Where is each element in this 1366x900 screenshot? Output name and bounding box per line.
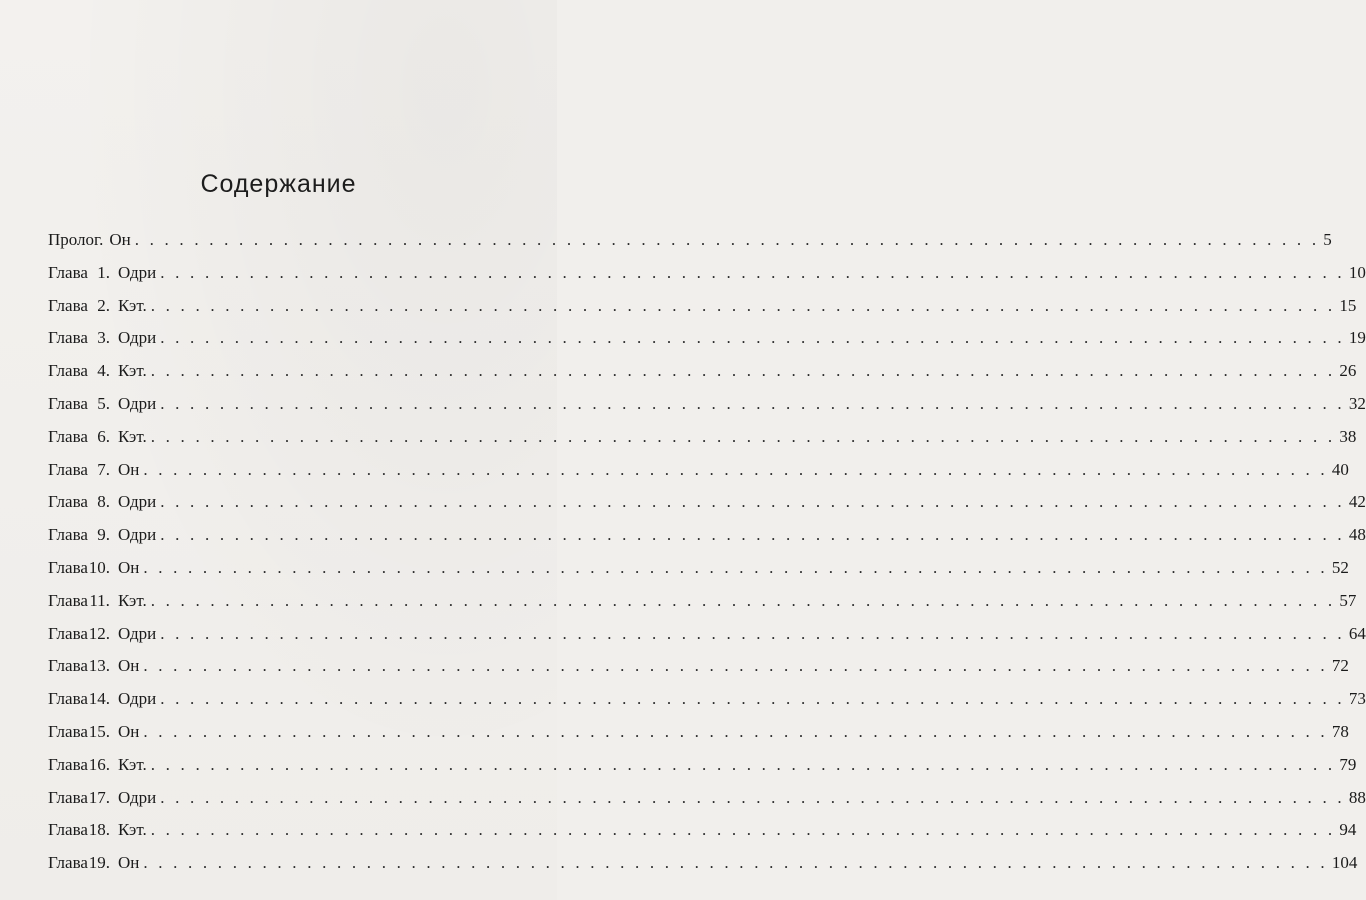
toc-entry: [48, 426, 1357, 460]
toc-entry-prefix: Глава: [48, 557, 88, 577]
toc-dot-leader: . . . . . . . . . . . . . . . . . . . . . . . . . . . . . . . . . . . . . . . . . . . . . . . . . . . . . . . . . . . . . . . . . . . . . . . . . . . . . . . .: [160, 393, 1345, 413]
toc-entry-title: Кэт.: [117, 820, 147, 840]
toc-entry-prefix: Глава: [48, 492, 88, 512]
toc-entry-label: [48, 820, 147, 840]
toc-entry-label: [48, 591, 147, 611]
toc-entry-label: [48, 525, 156, 545]
toc-entry-label: [48, 296, 147, 316]
toc-entry-chapter-number: 11.: [89, 590, 110, 610]
toc-entry-label: [48, 755, 147, 775]
toc-entry: [48, 721, 1349, 755]
toc-entry: [48, 262, 1366, 296]
toc-entry-chapter-number: 8.: [97, 492, 110, 512]
toc-entry-page-number: 19: [1348, 328, 1366, 348]
toc-dot-leader: . . . . . . . . . . . . . . . . . . . . . . . . . . . . . . . . . . . . . . . . . . . . . . . . . . . . . . . . . . . . . . . . . . . . . . . . . . . . . . . .: [150, 426, 1336, 446]
toc-dot-leader: . . . . . . . . . . . . . . . . . . . . . . . . . . . . . . . . . . . . . . . . . . . . . . . . . . . . . . . . . . . . . . . . . . . . . . . . . . . . . . . .: [150, 590, 1336, 610]
toc-entry-prefix: Глава: [48, 361, 88, 381]
toc-dot-leader: . . . . . . . . . . . . . . . . . . . . . . . . . . . . . . . . . . . . . . . . . . . . . . . . . . . . . . . . . . . . . . . . . . . . . . . . . . . . . . . .: [160, 689, 1345, 709]
toc-dot-leader: . . . . . . . . . . . . . . . . . . . . . . . . . . . . . . . . . . . . . . . . . . . . . . . . . . . . . . . . . . . . . . . . . . . . . . . . . . . . . . . .: [143, 459, 1328, 479]
toc-entry-page-number: 48: [1348, 525, 1366, 545]
toc-entry-prefix: Пролог.: [48, 230, 104, 249]
toc-entry-page-number: 73: [1348, 689, 1366, 709]
toc-entry-title: Кэт.: [117, 754, 147, 774]
toc-entry-title: Кэт.: [117, 295, 147, 315]
toc-entry-title: Он: [117, 853, 140, 873]
toc-entry-prefix: Глава: [48, 393, 88, 413]
toc-entry-page-number: 104: [1331, 853, 1358, 873]
toc-entry-label: [48, 689, 156, 709]
toc-entry-prefix: Глава: [48, 853, 88, 873]
toc-entry: [48, 557, 1349, 591]
toc-dot-leader: . . . . . . . . . . . . . . . . . . . . . . . . . . . . . . . . . . . . . . . . . . . . . . . . . . . . . . . . . . . . . . . . . . . . . . . . . . . . . . . .: [160, 623, 1345, 643]
table-of-contents: [48, 230, 1366, 886]
toc-entry: [48, 787, 1366, 821]
toc-entry-label: [48, 853, 139, 873]
toc-entry-page-number: 64: [1348, 623, 1366, 643]
toc-entry-page-number: 5: [1323, 230, 1332, 249]
toc-dot-leader: . . . . . . . . . . . . . . . . . . . . . . . . . . . . . . . . . . . . . . . . . . . . . . . . . . . . . . . . . . . . . . . . . . . . . . . . . . . . . . . .: [160, 525, 1345, 545]
toc-entry-title: Кэт.: [117, 426, 147, 446]
toc-entry: [48, 230, 1332, 263]
toc-entry-chapter-number: 19.: [88, 853, 110, 873]
toc-entry-label: [48, 394, 156, 414]
toc-entry-label: [48, 230, 131, 250]
toc-entry-title: Одри: [117, 689, 157, 709]
toc-entry: [48, 623, 1366, 657]
toc-entry-title: Одри: [117, 393, 157, 413]
toc-entry-title: Одри: [117, 262, 157, 282]
toc-entry-title: Кэт.: [117, 590, 147, 610]
toc-entry: [48, 492, 1366, 525]
toc-entry-chapter-number: 14.: [88, 689, 110, 709]
toc-entry-label: [48, 328, 156, 348]
toc-entry-chapter-number: 10.: [88, 557, 110, 577]
page-title: Содержание: [200, 170, 357, 198]
toc-entry-chapter-number: 12.: [88, 623, 110, 643]
toc-entry-page-number: 79: [1339, 754, 1357, 774]
toc-entry-prefix: Глава: [48, 262, 88, 282]
toc-entry-chapter-number: 3.: [97, 328, 110, 348]
toc-entry-page-number: 15: [1339, 295, 1357, 315]
toc-entry: [48, 361, 1357, 394]
toc-entry-prefix: Глава: [48, 754, 88, 774]
toc-entry-title: Он: [117, 557, 140, 577]
toc-entry-page-number: 42: [1348, 492, 1366, 512]
toc-entry: [48, 393, 1366, 427]
toc-dot-leader: . . . . . . . . . . . . . . . . . . . . . . . . . . . . . . . . . . . . . . . . . . . . . . . . . . . . . . . . . . . . . . . . . . . . . . . . . . . . . . . .: [143, 853, 1328, 873]
toc-entry-chapter-number: 16.: [88, 754, 110, 774]
toc-entry-prefix: Глава: [48, 328, 88, 348]
toc-entry-chapter-number: 1.: [97, 262, 110, 282]
toc-entry-prefix: Глава: [48, 525, 88, 545]
toc-entry-page-number: 52: [1331, 557, 1349, 577]
toc-entry-prefix: Глава: [48, 689, 88, 709]
toc-entry-chapter-number: 13.: [88, 656, 110, 676]
toc-entry-label: [48, 263, 156, 283]
toc-entry-label: [48, 656, 139, 676]
toc-entry-prefix: Глава: [48, 721, 88, 741]
toc-entry-title: Одри: [117, 328, 157, 348]
toc-entry-chapter-number: 9.: [97, 525, 110, 545]
toc-entry: [48, 820, 1357, 853]
toc-entry-chapter-number: 6.: [97, 426, 110, 446]
toc-entry-title: Он: [117, 656, 140, 676]
toc-entry-page-number: 57: [1339, 590, 1357, 610]
toc-entry-prefix: Глава: [48, 656, 88, 676]
toc-entry: [48, 590, 1357, 624]
toc-entry-prefix: Глава: [48, 295, 88, 315]
toc-entry: [48, 656, 1349, 689]
toc-entry-chapter-number: 4.: [97, 361, 110, 381]
toc-entry-label: [48, 624, 156, 644]
toc-entry-chapter-number: 5.: [97, 393, 110, 413]
toc-entry-title: Одри: [117, 623, 157, 643]
toc-entry-title: Одри: [117, 787, 157, 807]
toc-entry-chapter-number: 17.: [88, 787, 110, 807]
toc-entry-chapter-number: 15.: [88, 721, 110, 741]
toc-entry-prefix: Глава: [48, 787, 88, 807]
toc-dot-leader: . . . . . . . . . . . . . . . . . . . . . . . . . . . . . . . . . . . . . . . . . . . . . . . . . . . . . . . . . . . . . . . . . . . . . . . . . . . . . . . .: [143, 721, 1328, 741]
toc-entry: [48, 525, 1366, 558]
toc-dot-leader: . . . . . . . . . . . . . . . . . . . . . . . . . . . . . . . . . . . . . . . . . . . . . . . . . . . . . . . . . . . . . . . . . . . . . . . . . . . . . . . .: [160, 492, 1345, 512]
toc-entry-label: [48, 361, 147, 381]
toc-entry-label: [48, 460, 139, 480]
toc-entry: [48, 853, 1358, 886]
toc-entry-label: [48, 722, 139, 742]
toc-entry-page-number: 94: [1339, 820, 1357, 840]
toc-entry-chapter-number: 18.: [88, 820, 110, 840]
toc-entry-label: [48, 427, 147, 447]
toc-entry-page-number: 32: [1348, 393, 1366, 413]
toc-entry-page-number: 26: [1339, 361, 1357, 381]
toc-entry: [48, 689, 1366, 722]
toc-entry-label: [48, 788, 156, 808]
toc-entry-title: Одри: [117, 492, 157, 512]
toc-entry: [48, 328, 1366, 361]
toc-entry: [48, 295, 1357, 329]
toc-dot-leader: . . . . . . . . . . . . . . . . . . . . . . . . . . . . . . . . . . . . . . . . . . . . . . . . . . . . . . . . . . . . . . . . . . . . . . . . . . . . . . . .: [150, 361, 1336, 381]
toc-entry-page-number: 10: [1348, 262, 1366, 282]
toc-dot-leader: . . . . . . . . . . . . . . . . . . . . . . . . . . . . . . . . . . . . . . . . . . . . . . . . . . . . . . . . . . . . . . . . . . . . . . . . . . . . . . . .: [160, 328, 1345, 348]
toc-dot-leader: . . . . . . . . . . . . . . . . . . . . . . . . . . . . . . . . . . . . . . . . . . . . . . . . . . . . . . . . . . . . . . . . . . . . . . . . . . . . . . . .: [143, 656, 1328, 676]
toc-dot-leader: . . . . . . . . . . . . . . . . . . . . . . . . . . . . . . . . . . . . . . . . . . . . . . . . . . . . . . . . . . . . . . . . . . . . . . . . . . . . . . . .: [160, 262, 1345, 282]
toc-dot-leader: . . . . . . . . . . . . . . . . . . . . . . . . . . . . . . . . . . . . . . . . . . . . . . . . . . . . . . . . . . . . . . . . . . . . . . . . . . . . . . . .: [143, 557, 1328, 577]
toc-dot-leader: . . . . . . . . . . . . . . . . . . . . . . . . . . . . . . . . . . . . . . . . . . . . . . . . . . . . . . . . . . . . . . . . . . . . . . . . . . . . . . . .: [150, 820, 1336, 840]
toc-entry-page-number: 40: [1331, 459, 1349, 479]
toc-entry-page-number: 78: [1331, 721, 1349, 741]
toc-entry-prefix: Глава: [48, 820, 88, 840]
toc-entry-page-number: 72: [1331, 656, 1349, 676]
toc-entry-title: Он: [109, 230, 131, 249]
toc-entry-prefix: Глава: [48, 426, 88, 446]
toc-entry: [48, 754, 1357, 788]
toc-entry-title: Кэт.: [117, 361, 147, 381]
toc-entry-label: [48, 558, 139, 578]
toc-entry-chapter-number: 2.: [97, 295, 110, 315]
toc-entry-label: [48, 492, 156, 512]
toc-entry-title: Одри: [117, 525, 157, 545]
toc-entry-prefix: Глава: [48, 459, 88, 479]
toc-entry: [48, 459, 1349, 493]
toc-entry-prefix: Глава: [48, 590, 88, 610]
toc-dot-leader: . . . . . . . . . . . . . . . . . . . . . . . . . . . . . . . . . . . . . . . . . . . . . . . . . . . . . . . . . . . . . . . . . . . . . . . . . . . . . . . .: [160, 787, 1345, 807]
toc-entry-page-number: 38: [1339, 426, 1357, 446]
toc-entry-prefix: Глава: [48, 623, 88, 643]
toc-entry-title: Он: [117, 459, 140, 479]
toc-entry-page-number: 88: [1348, 787, 1366, 807]
toc-dot-leader: . . . . . . . . . . . . . . . . . . . . . . . . . . . . . . . . . . . . . . . . . . . . . . . . . . . . . . . . . . . . . . . . . . . . . . . . . . . . . . . .: [134, 230, 1320, 249]
toc-entry-chapter-number: 7.: [97, 459, 110, 479]
toc-dot-leader: . . . . . . . . . . . . . . . . . . . . . . . . . . . . . . . . . . . . . . . . . . . . . . . . . . . . . . . . . . . . . . . . . . . . . . . . . . . . . . . .: [150, 295, 1336, 315]
toc-dot-leader: . . . . . . . . . . . . . . . . . . . . . . . . . . . . . . . . . . . . . . . . . . . . . . . . . . . . . . . . . . . . . . . . . . . . . . . . . . . . . . . .: [150, 754, 1336, 774]
toc-entry-title: Он: [117, 721, 140, 741]
